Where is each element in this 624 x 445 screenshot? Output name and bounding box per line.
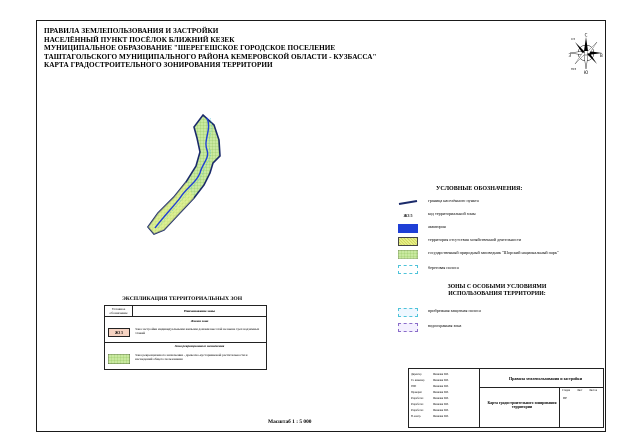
legend-text-water: акватория [428,224,446,229]
special-zones-title-line-2: ИСПОЛЬЗОВАНИЯ ТЕРРИТОРИИ: [448,290,546,297]
explication-title: ЭКСПЛИКАЦИЯ ТЕРРИТОРИАЛЬНЫХ ЗОН [122,296,243,302]
zone-code-residential: Ж3 5 [108,328,130,337]
stamp-role-7: Разработал [411,409,424,412]
legend-text-no-activity: территория отсутствия хозяйственной деятельности [428,237,522,242]
stamp-name-6: Фамилия И.И. [433,403,449,406]
map-title-block [44,27,454,70]
legend-text-code: код территориальной зоны [428,211,476,216]
stamp-name-4: Фамилия И.И. [433,391,449,394]
legend-text-shoreline: береговая полоса [428,265,459,270]
title-line-4: ТАШТАГОЛЬСКОГО МУНИЦИПАЛЬНОГО РАЙОНА КЕМЕРОВСКОЙ ОБЛАСТИ - КУЗБАССА" [44,52,377,61]
stamp-role-4: Проверил [411,391,422,394]
water-protection-swatch [398,323,418,332]
map-scale: Масштаб 1 : 5 000 [268,419,312,425]
explication-row-residential: Зона застройки индивидуальными жилыми домами высотой не выше трех надземных этажей [135,327,260,335]
compass-s: Ю [583,70,589,75]
reserve-grid-swatch [398,250,418,259]
stamp-name-5: Фамилия И.И. [433,397,449,400]
settlement-map [140,110,240,240]
title-line-1: ПРАВИЛА ЗЕМЛЕПОЛЬЗОВАНИЯ И ЗАСТРОЙКИ [44,27,219,35]
stamp-project-title: Правила землепользования и застройки [509,376,583,381]
special-zones-title [430,284,564,297]
stamp-doc-title: Карта градостроительного зонирования территории [487,401,557,409]
stamp-sheet-label: Лист [577,389,583,392]
title-line-3: МУНИЦИПАЛЬНОЕ ОБРАЗОВАНИЕ "ШЕРЕГЕШСКОЕ ГОРОДСКОЕ ПОСЕЛЕНИЕ [44,44,336,53]
stamp-stage-cell [559,387,604,427]
legend-item-no-activity [398,237,578,249]
stamp-role-3: ГИП [411,385,417,388]
stamp-role-5: Разработал [411,397,424,400]
stamp-name-7: Фамилия И.И. [433,409,449,412]
legend-item-reserve [398,250,578,262]
legend-text-boundary: граница населённого пункта [428,198,479,203]
stamp-name-1: Фамилия И.И. [433,373,449,376]
legend-item-water-protection [398,323,578,335]
compass-n: С [584,33,588,38]
title-line-5: КАРТА ГРАДОСТРОИТЕЛЬНОГО ЗОНИРОВАНИЯ ТЕРРИТОРИИ [44,61,273,70]
compass-e: В [600,53,603,58]
shoreline-swatch [398,265,418,274]
stamp-stage-label: Стадия [562,389,570,392]
compass-rose-icon [568,33,604,75]
explication-group-residential: Жилая зона [190,319,209,323]
legend-item-protective-strip [398,308,578,320]
compass-nw: СЗ [571,37,576,41]
legend-item-water [398,224,578,236]
explication-group-recreation: Зона рекреационного назначения [174,344,225,348]
zone-code-sample: Ж3 5 [403,213,413,218]
hatch-swatch [398,237,418,246]
special-zones-title-line-1: ЗОНЫ С ОСОБЫМИ УСЛОВИЯМИ [447,284,547,290]
explication-head-name: Наименование зоны [133,306,266,317]
legend-text-protective-strip: прибрежная защитная полоса [428,308,481,313]
drawing-stamp [408,368,604,428]
legend-item-shoreline [398,265,578,277]
legend-text-water-protection: водоохранная зона [428,323,462,328]
boundary-line-icon [398,198,418,207]
stamp-role-6: Разработал [411,403,424,406]
stamp-sheets-label: Листов [589,389,597,392]
compass-w: З [568,53,572,58]
stamp-stage-value: ПР [563,396,568,400]
title-line-2: НАСЕЛЁННЫЙ ПУНКТ ПОСЁЛОК БЛИЖНИЙ КЕЗЕК [44,35,235,44]
explication-head-code: Условное обозначение [105,306,133,317]
stamp-role-8: Н. контр. [411,415,422,418]
explication-table [104,305,267,370]
compass-sw: ЮЗ [571,67,577,71]
water-swatch [398,224,418,233]
legend-item-boundary [398,198,578,210]
stamp-role-1: Директор [411,373,422,376]
stamp-name-8: Фамилия И.И. [433,415,449,418]
explication-row-recreation: Зона рекреационного назначения - древесно-кустарниковой растительности и насаждений общего пользования [135,353,248,361]
protective-strip-swatch [398,308,418,317]
stamp-name-2: Фамилия И.И. [433,379,449,382]
legend-text-reserve: государственный природный заповедник "Шорский национальный парк" [428,250,559,255]
legend-title: УСЛОВНЫЕ ОБОЗНАЧЕНИЯ: [436,186,523,192]
explication-divider [105,342,266,343]
stamp-role-2: Гл. инженер [411,379,425,382]
stamp-name-3: Фамилия И.И. [433,385,449,388]
recreation-zone-swatch [108,354,130,364]
legend-item-code [398,211,578,223]
